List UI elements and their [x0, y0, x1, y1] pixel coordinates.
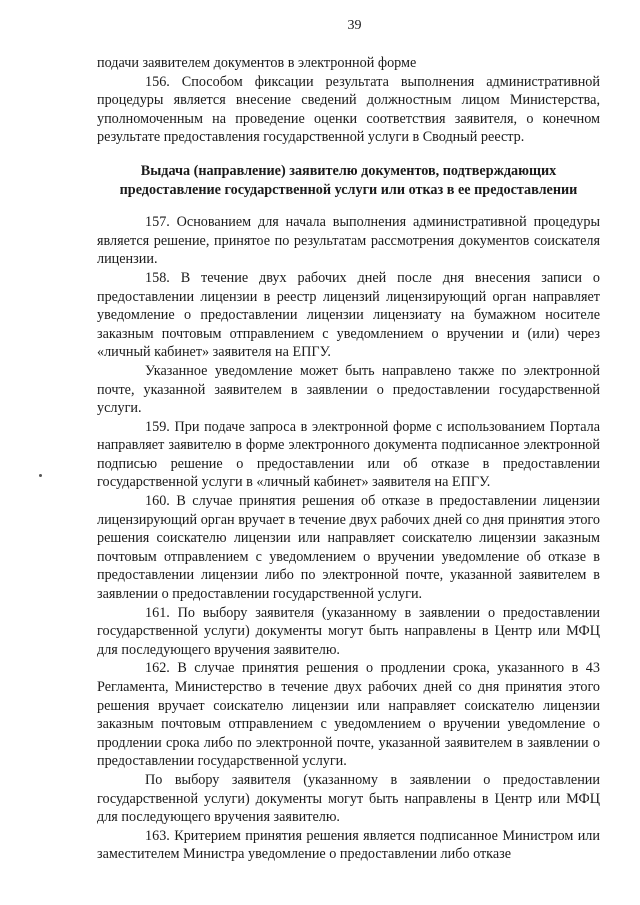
paragraph-158-notice: Указанное уведомление может быть направлено также по электронной почте, указанной заявителем в заявлении о предоставлении государственной услуги.	[97, 362, 600, 417]
paragraph-156: 156. Способом фиксации результата выполнения административной процедуры является внесение сведений должностным лицом Министерства, уполномоченным на проведение оценки соответствия заявителя, о конечном результате предоставления государственной услуги в Сводный реестр.	[97, 73, 600, 146]
paragraph-162: 162. В случае принятия решения о продлении срока, указанного в 43 Регламента, Министерство в течение двух рабочих дней со дня принятия этого решения вручает соискателю лицензии или направляет соискателю лицензии заказным почтовым отправлением с уведомлением о вручении уведомление о продлении срока либо по электронной почте, указанной заявителем в заявлении о предоставлении государственной услуги.	[97, 660, 600, 770]
paragraph-163: 163. Критерием принятия решения является подписанное Министром или заместителем Министра уведомление о предоставлении либо отказе	[97, 827, 600, 863]
paragraph-162-choice: По выбору заявителя (указанному в заявлении о предоставлении государственной услуги) документы могут быть направлены в Центр или МФЦ для последующего вручения заявителю.	[97, 771, 600, 826]
paragraph-159: 159. При подаче запроса в электронной форме с использованием Портала направляет заявителю в форме электронного документа подписанное электронной подписью решение о предоставлении или об отказе в предоставлении государственной услуги в «личный кабинет» заявителя на ЕПГУ.	[97, 418, 600, 491]
paragraph-161: 161. По выбору заявителя (указанному в заявлении о предоставлении государственной услуги) документы могут быть направлены в Центр или МФЦ для последующего вручения заявителю.	[97, 604, 600, 658]
section-heading: Выдача (направление) заявителю документов, подтверждающих предоставление государственной услуги или отказ в ее предоставлении	[119, 162, 578, 198]
paragraph-158: 158. В течение двух рабочих дней после дня внесения записи о предоставлении лицензии в реестр лицензий лицензирующий орган направляет уведомление о предоставлении лицензии лицензиату на бумажном носителе заказным почтовым отправлением с уведомлением о вручении и (или) через «личный кабинет» заявителя на ЕПГУ.	[97, 269, 600, 361]
paragraph-160: 160. В случае принятия решения об отказе в предоставлении лицензии лицензирующий орган вручает в течение двух рабочих дней со дня принятия этого решения соискателю лицензии или направляет соискателю лицензии заказным почтовым отправлением с уведомлением о вручении уведомление об отказе в предоставлении лицензии либо по электронной почте, указанной заявителем в заявлении о предоставлении государственной услуги.	[97, 493, 600, 603]
page-number: 39	[347, 18, 362, 33]
scan-speck	[39, 474, 42, 477]
paragraph-continuation: подачи заявителем документов в электронной форме	[97, 55, 417, 71]
paragraph-157: 157. Основанием для начала выполнения административной процедуры является решение, принятое по результатам рассмотрения документов соискателя лицензии.	[97, 214, 600, 268]
